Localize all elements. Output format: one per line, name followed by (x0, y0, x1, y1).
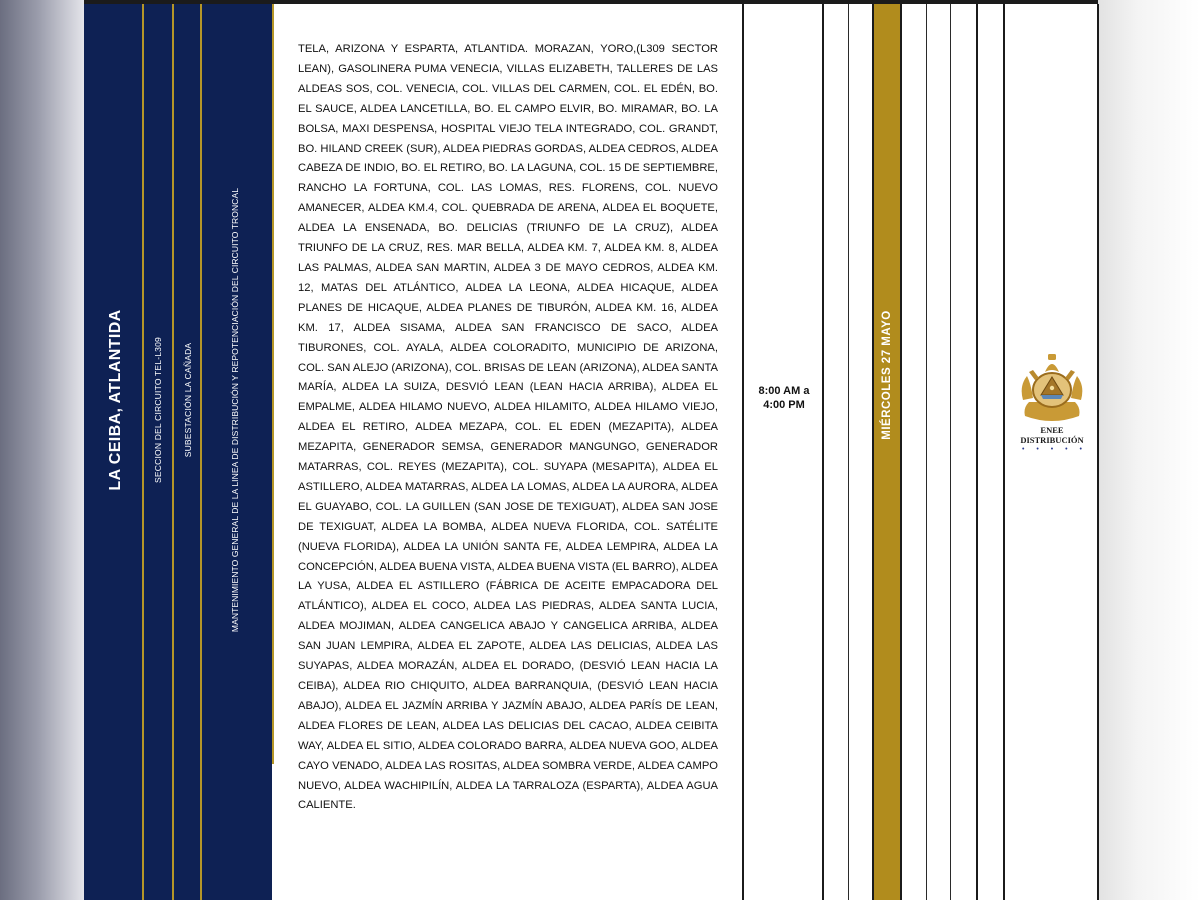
column-divider (976, 4, 978, 900)
time-range: 8:00 AM a 4:00 PM (758, 385, 810, 411)
column-divider (742, 4, 744, 900)
enee-logo (1013, 350, 1091, 453)
logo-dots: • • • • • (1021, 446, 1088, 453)
table-right-border (1097, 4, 1099, 900)
photo-background-left (0, 0, 84, 900)
work-description-label: MANTENIMIENTO GENERAL DE LA LINEA DE DISTRIBUCIÓN Y REPOTENCIACIÓN DEL CIRCUITO TRONCAL (230, 187, 240, 633)
column-divider (900, 4, 902, 900)
column-divider (142, 4, 144, 900)
column-divider (200, 4, 202, 900)
circuit-section-label: SECCION DEL CIRCUITO TEL-L309 (153, 337, 163, 483)
column-divider (848, 4, 849, 900)
column-divider (172, 4, 174, 900)
honduras-coat-of-arms-icon (1017, 350, 1087, 422)
date-label: MIÉRCOLES 27 MAYO (881, 310, 893, 440)
photo-background-right (1098, 0, 1200, 900)
column-divider (926, 4, 927, 900)
logo-line-1: ENEE (1040, 425, 1064, 435)
column-divider (950, 4, 951, 900)
column-divider (1003, 4, 1005, 900)
logo-line-2: DISTRIBUCIÓN (1020, 434, 1084, 445)
substation-label: SUBESTACIÓN LA CAÑADA (183, 342, 193, 458)
date-column (874, 4, 900, 900)
column-divider (822, 4, 824, 900)
affected-areas-text: TELA, ARIZONA Y ESPARTA, ATLANTIDA. MORAZAN, YORO,(L309 SECTOR LEAN), GASOLINERA PUMA VENECIA, VILLAS ELIZABETH, TALLERES DE LAS ALDEAS SOS, COL. VENECIA, COL. VILLAS DEL CARMEN, COL. EL EDÉN, BO. EL SAUCE, ALDEA LANCETILLA, BO. EL CAMPO ELVIR, BO. MIRAMAR, BO. LA BOLSA, MAXI DESPENSA, HOSPITAL VIEJO TELA INTEGRADO, COL. GRANDT, BO. HILAND CREEK (SUR), ALDEA PIEDRAS GORDAS, ALDEA CEDROS, ALDEA CABEZA DE INDIO, BO. EL RETIRO, BO. LA LAGUNA, COL. 15 DE SEPTIEMBRE, RANCHO LA FORTUNA, COL. LAS LOMAS, RES. FLORENS, COL. NUEVO AMANECER, ALDEA KM.4, COL. QUEBRADA DE ARENA, ALDEA EL BOQUETE, ALDEA LA ENSENADA, BO. DELICIAS (TRIUNFO DE LA CRUZ), ALDEA TRIUNFO DE LA CRUZ, RES. MAR BELLA, ALDEA KM. 7, ALDEA KM. 8, ALDEA LAS PALMAS, ALDEA SAN MARTIN, ALDEA 3 DE MAYO CEDROS, ALDEA KM. 12, MATAS DEL ATLÁNTICO, ALDEA LA LEONA, ALDEA HICAQUE, ALDEA PLANES DE HICAQUE, ALDEA PLANES DE TIBURÓN, ALDEA KM. 16, ALDEA KM. 17, ALDEA SISAMA, ALDEA SAN FRANCISCO DE SACO, ALDEA TIBURONES, COL. AYALA, ALDEA COLORADITO, MUNICIPIO DE ARIZONA, COL. SAN ALEJO (ARIZONA), COL. BRISAS DE LEAN (ARIZONA), ALDEA SANTA MARÍA, ALDEA LA SUIZA, DESVIÓ LEAN (LEAN HACIA ARRIBA), ALDEA EL EMPALME, ALDEA HILAMO NUEVO, ALDEA HILAMITO, ALDEA HILAMO VIEJO, ALDEA EL RETIRO, ALDEA MEZAPA, COL. EL EDEN (MEZAPITA), ALDEA MEZAPITA, GENERADOR SEMSA, GENERADOR MANGUNGO, GENERADOR MATARRAS, COL. REYES (MEZAPITA), COL. SUYAPA (MESAPITA), ALDEA EL ASTILLERO, ALDEA MATARRAS, ALDEA LA LOMAS, ALDEA LA AURORA, ALDEA EL GUAYABO, COL. LA GUILLEN (SAN JOSE DE TEXIGUAT), ALDEA SAN JOSE DE TEXIGUAT, ALDEA LA BOMBA, ALDEA NUEVA FLORIDA, COL. SATÉLITE (NUEVA FLORIDA), ALDEA LA UNIÓN SANTA FE, ALDEA LEMPIRA, ALDEA LA CONCEPCIÓN, ALDEA BUENA VISTA, ALDEA BUENA VISTA (EL BARRO), ALDEA LA YUSA, ALDEA EL ASTILLERO (FÁBRICA DE ACEITE EMPACADORA DEL ATLÁNTICO), ALDEA EL COCO, ALDEA LAS PIEDRAS, ALDEA SANTA LUCIA, ALDEA MOJIMAN, ALDEA CANGELICA ABAJO Y CANGELICA ARRIBA, ALDEA SAN JUAN LEMPIRA, ALDEA EL ZAPOTE, ALDEA LAS DELICIAS, ALDEA LAS SUYAPAS, ALDEA MORAZÁN, ALDEA EL DORADO, (DESVIÓ LEAN HACIA LA CEIBA), ALDEA RIO CHIQUITO, ALDEA BARRANQUIA, (DESVIÓ LEAN HACIA ABAJO), ALDEA EL JAZMÍN ARRIBA Y JAZMÍN ABAJO, ALDEA PARÍS DE LEAN, ALDEA FLORES DE LEAN, ALDEA LAS DELICIAS DEL CACAO, ALDEA CEIBITA WAY, ALDEA EL SITIO, ALDEA COLORADO BARRA, ALDEA NUEVA GOO, ALDEA CAYO VENADO, ALDEA LAS ROSITAS, ALDEA SOMBRA VERDE, ALDEA CAMPO NUEVO, ALDEA WACHIPILÍN, ALDEA LA TARRALOZA (ESPARTA), ALDEA AGUA CALIENTE. (298, 43, 718, 812)
column-divider (272, 4, 274, 764)
region-label: LA CEIBA, ATLANTIDA (107, 309, 124, 491)
